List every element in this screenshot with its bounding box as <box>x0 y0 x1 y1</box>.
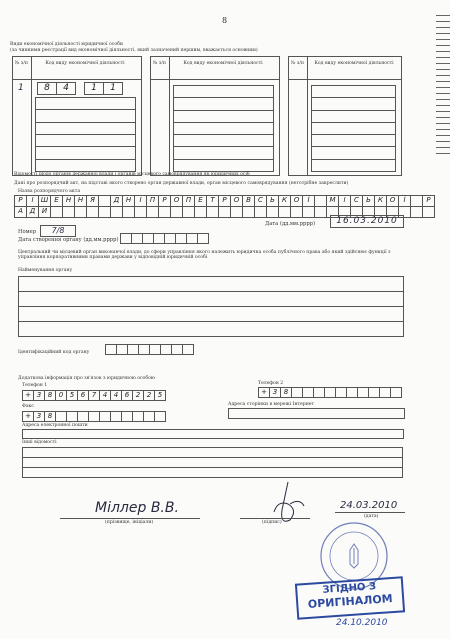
website-field <box>228 408 405 419</box>
act-name-label: Назва розпорядчого акта <box>18 189 81 194</box>
activity-table-3 <box>288 56 402 176</box>
phone2-label: Телефон 2 <box>258 381 284 386</box>
certified-copy-stamp <box>295 576 405 619</box>
date-field: 16.03.2010 <box>330 215 404 228</box>
number-label: Номер <box>18 229 37 235</box>
created-date-field <box>120 233 209 244</box>
date-label: Дата (дд.мм.рррр) <box>265 221 316 227</box>
section2-title: Відомості щодо органів державної влади і органів місцевого самоврядування як юридичних осіб <box>14 172 250 177</box>
phone2-field: + 3 8 <box>258 387 402 398</box>
created-date-label: Дата створення органу (дд.мм.рррр) <box>18 237 119 243</box>
section4-title: Додаткова інформація про зв'язок з юридичною особою <box>18 376 155 381</box>
table2-header-code: Код виду економічної діяльності <box>183 61 263 66</box>
signature-date: 24.03.2010 <box>340 500 398 511</box>
date-caption: (дата) <box>364 514 379 519</box>
email-field <box>22 429 404 439</box>
website-label: Адреса сторінки в мережі Інтернет <box>228 402 315 407</box>
organ-id-label: Ідентифікаційний код органу <box>18 350 90 355</box>
notes-label: Інші відомості <box>22 440 57 445</box>
section1-title: Види економічної діяльності юридичної особи <box>10 42 123 47</box>
table3-header-code: Код виду економічної діяльності <box>314 61 394 66</box>
act-name-line1: Р І Ш Е Н Н Я Д Н І П Р О П Е Т Р О В С Ь К О Ї М І С Ь К О Ї Р <box>14 195 435 207</box>
notes-grid <box>22 447 403 478</box>
stamp-line1: ЗГІДНО З <box>322 581 377 596</box>
phone1-label: Телефон 1 <box>22 383 48 388</box>
stamp-date: 24.10.2010 <box>336 618 388 628</box>
fax-field: + 3 8 <box>22 411 166 422</box>
number-field: 7/8 <box>40 225 76 237</box>
email-label: Адреса електронної пошти <box>22 423 88 428</box>
binder-edge-marks <box>436 10 450 159</box>
table1-entry-code: 8 4 1 1 <box>37 82 123 95</box>
fax-label: Факс <box>22 404 34 409</box>
phone1-field: + 3 8 0 5 6 7 4 4 6 2 2 5 <box>22 390 166 401</box>
stamp-line2: ОРИГІНАЛОМ <box>307 592 394 611</box>
table1-header-code: Код виду економічної діяльності <box>45 61 125 66</box>
table1-entry-no: 1 <box>18 83 24 93</box>
table3-header-no: № з/п <box>291 61 304 66</box>
page-number: 8 <box>222 16 228 25</box>
table2-header-no: № з/п <box>153 61 166 66</box>
organ-name-label: Найменування органу <box>18 268 73 273</box>
section2-subtitle: Дані про розпорядчий акт, на підставі якого створено орган державної влади, орган місцевого самоврядування (неготрібне закреслити) <box>14 181 349 186</box>
signer-name: Міллер В.В. <box>95 500 179 516</box>
section3-title: Центральний чи місцевий орган виконавчої влади, до сфери управління якого належить юридична особа публічного права або який здійснює функції з управління корпоративними правами держави у відповідній юридичній особі <box>18 250 391 260</box>
organ-name-grid <box>18 276 404 337</box>
organ-id-field <box>105 344 194 355</box>
activity-table-1 <box>12 56 142 176</box>
act-name-line2: А Д И <box>14 206 435 218</box>
section1-subtitle: (за чинними реєстрації вид економічної діяльності, який зазначений першим, вважається основним) <box>10 48 258 53</box>
table1-header-no: № з/п <box>15 61 28 66</box>
activity-table-2 <box>150 56 280 176</box>
signer-name-caption: (прізвище, ініціали) <box>105 520 154 525</box>
signature-caption: (підпис) <box>262 520 282 525</box>
